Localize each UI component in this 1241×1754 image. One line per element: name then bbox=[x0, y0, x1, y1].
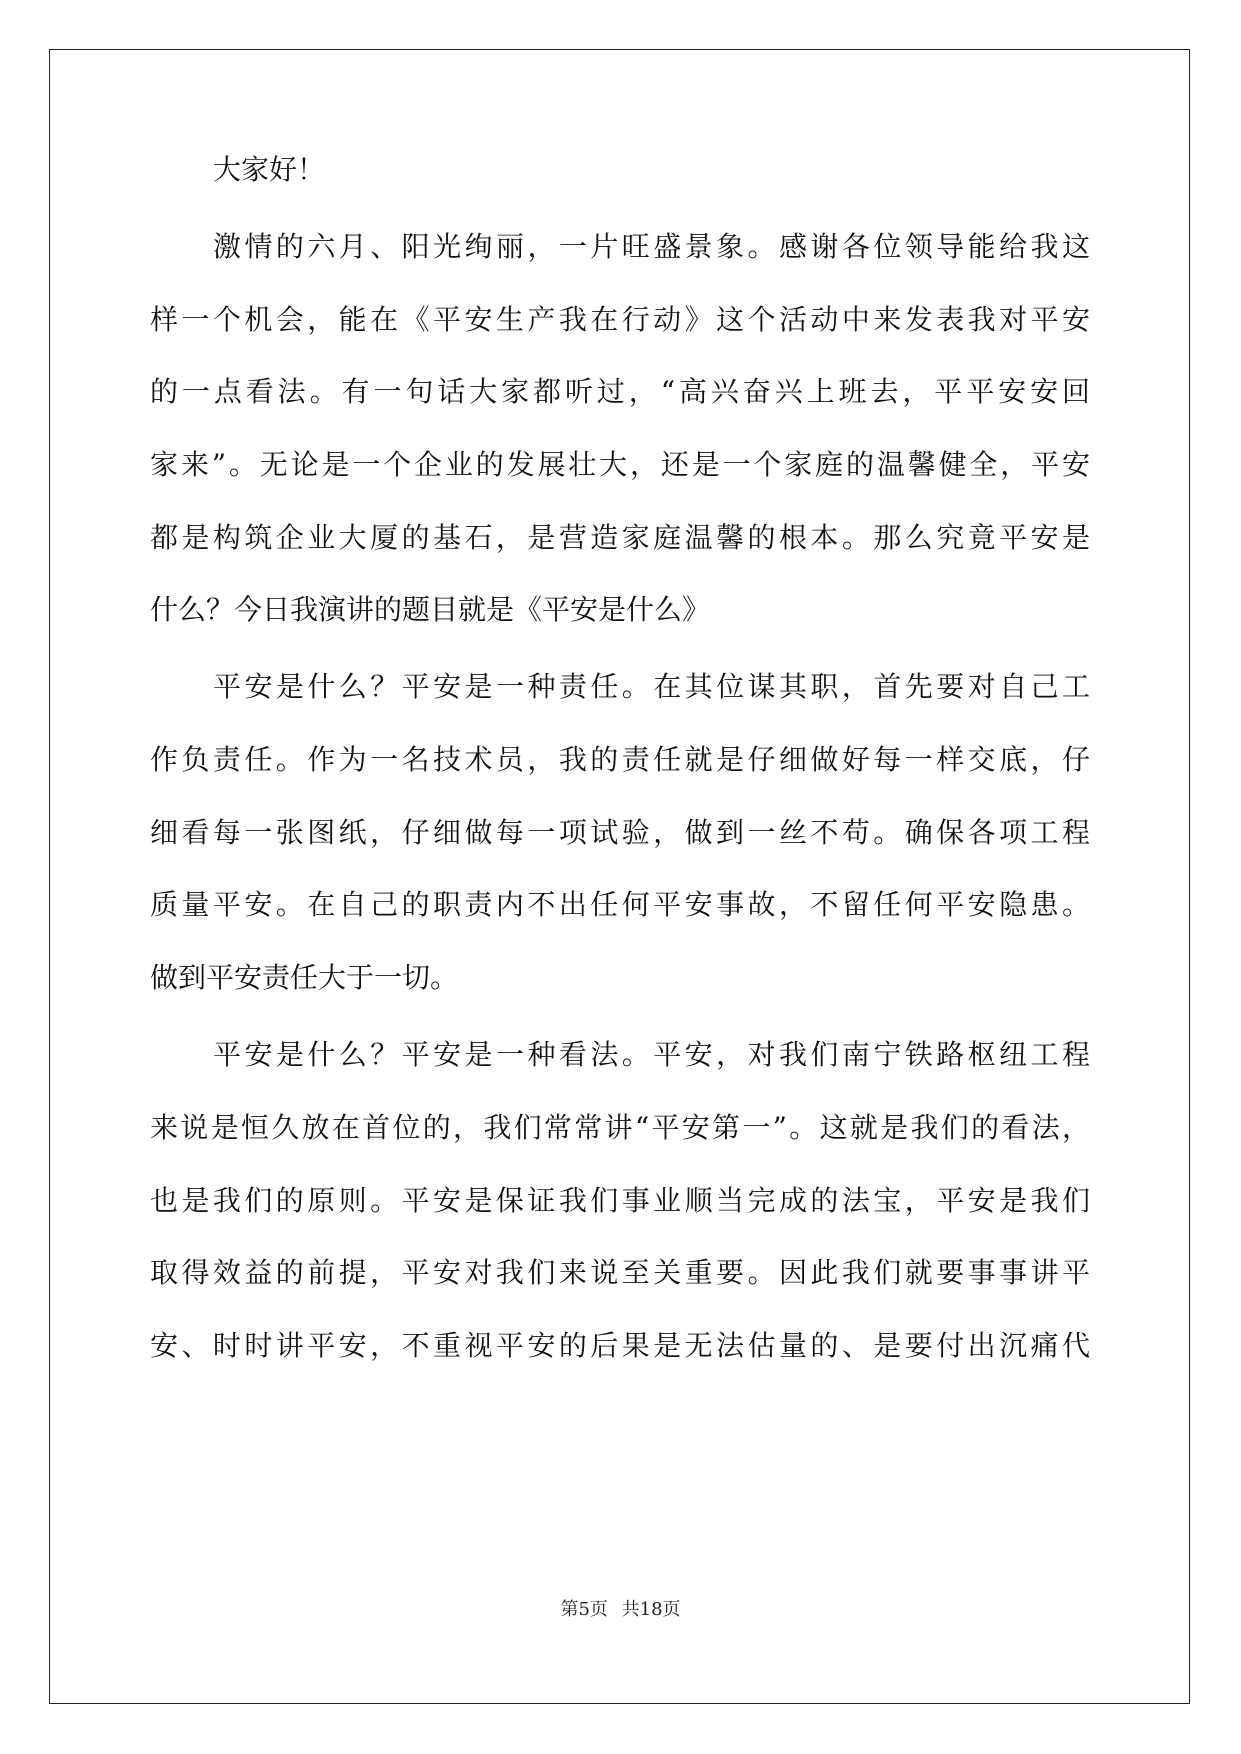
paragraph-1-line-4: 家来”。无论是一个企业的发展壮大，还是一个家庭的温馨健全，平安 bbox=[150, 448, 1090, 481]
paragraph-2-line-5: 做到平安责任大于一切。 bbox=[150, 961, 459, 994]
page-footer bbox=[0, 1595, 1241, 1621]
paragraph-1-line-5: 都是构筑企业大厦的基石，是营造家庭温馨的根本。那么究竟平安是 bbox=[150, 521, 1090, 554]
paragraph-3-line-1: 平安是什么？平安是一种看法。平安，对我们南宁铁路枢纽工程 bbox=[213, 1038, 1090, 1071]
paragraph-1-line-2: 样一个机会，能在《平安生产我在行动》这个活动中来发表我对平安 bbox=[150, 303, 1090, 336]
paragraph-1-line-6: 什么？今日我演讲的题目就是《平安是什么》 bbox=[150, 593, 711, 626]
paragraph-2-line-1: 平安是什么？平安是一种责任。在其位谋其职，首先要对自己工 bbox=[213, 670, 1090, 703]
paragraph-1-line-3: 的一点看法。有一句话大家都听过，“高兴奋兴上班去，平平安安回 bbox=[150, 375, 1090, 408]
paragraph-3-line-3: 也是我们的原则。平安是保证我们事业顺当完成的法宝，平安是我们 bbox=[150, 1184, 1090, 1217]
page-total: 共18页 bbox=[621, 1599, 681, 1620]
paragraph-2-line-4: 质量平安。在自己的职责内不出任何平安事故，不留任何平安隐患。 bbox=[150, 888, 1090, 921]
page-number: 第5页 bbox=[560, 1599, 608, 1620]
paragraph-3-line-4: 取得效益的前提，平安对我们来说至关重要。因此我们就要事事讲平 bbox=[150, 1256, 1090, 1289]
paragraph-1-line-1: 激情的六月、阳光绚丽，一片旺盛景象。感谢各位领导能给我这 bbox=[213, 230, 1090, 263]
paragraph-2-line-3: 细看每一张图纸，仔细做每一项试验，做到一丝不苟。确保各项工程 bbox=[150, 816, 1090, 849]
paragraph-2-line-2: 作负责任。作为一名技术员，我的责任就是仔细做好每一样交底，仔 bbox=[150, 743, 1090, 776]
paragraph-3-line-2: 来说是恒久放在首位的，我们常常讲“平安第一”。这就是我们的看法， bbox=[150, 1111, 1090, 1144]
paragraph-greeting-line: 大家好！ bbox=[213, 153, 326, 186]
paragraph-3-line-5: 安、时时讲平安，不重视平安的后果是无法估量的、是要付出沉痛代 bbox=[150, 1329, 1090, 1362]
page-border bbox=[49, 49, 1190, 1704]
